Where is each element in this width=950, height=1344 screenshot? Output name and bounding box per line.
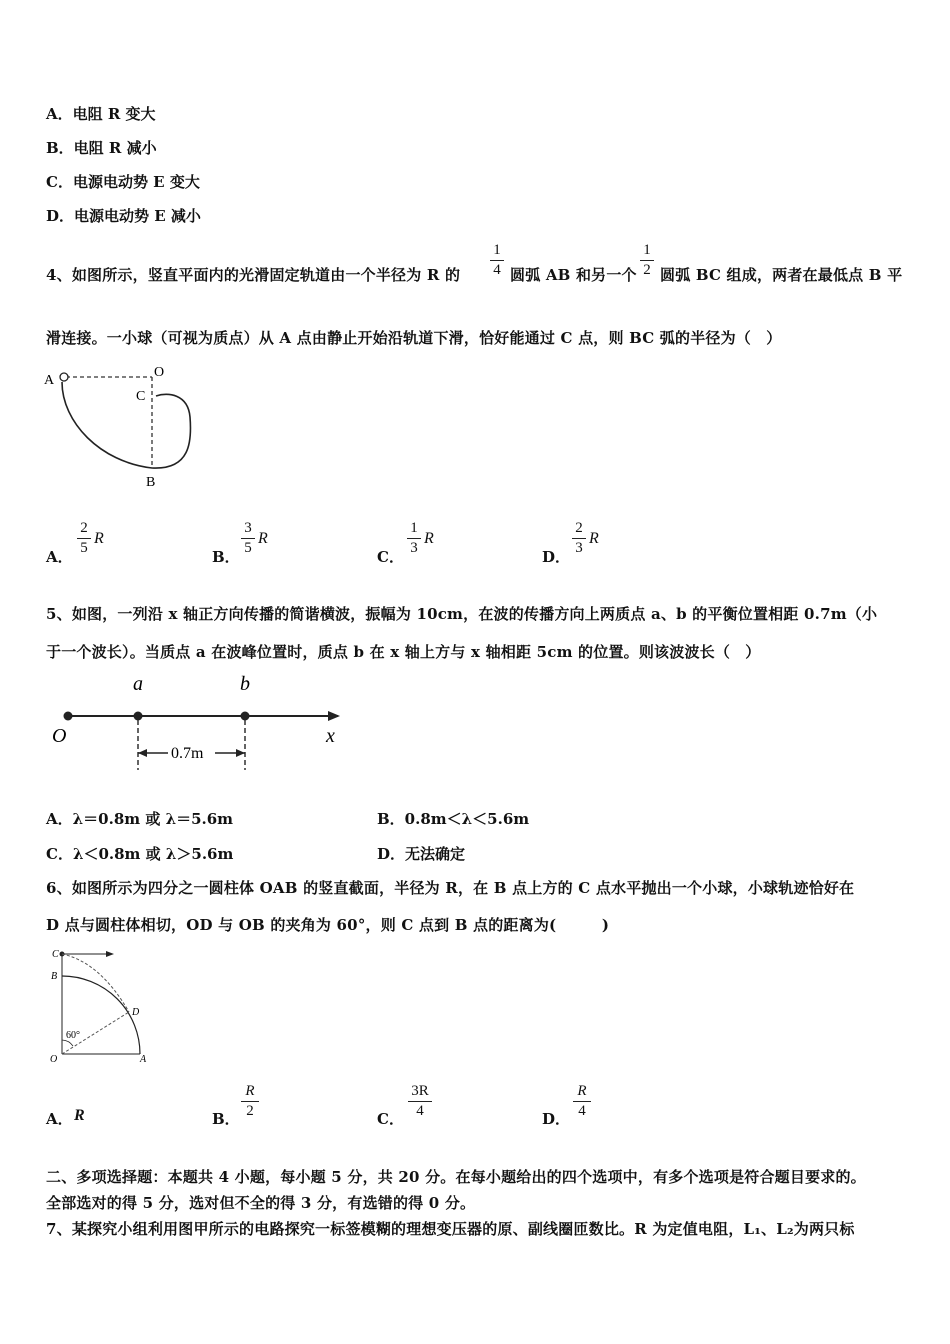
q6-throw-arrowhead bbox=[106, 951, 114, 957]
q6-label-b: B bbox=[51, 971, 58, 982]
q4-label-c: C bbox=[136, 389, 146, 404]
q4-label-b: B bbox=[146, 475, 156, 490]
q5-distance-label: 0.7m bbox=[171, 745, 204, 762]
q4-option-d-var: R bbox=[589, 530, 599, 547]
q4-option-b-frac: 3 5 bbox=[241, 520, 255, 557]
q6-option-d-label: D． bbox=[542, 1110, 571, 1128]
q4-option-c-label: C． bbox=[377, 548, 404, 566]
q4-label-o: O bbox=[154, 365, 165, 380]
q6-option-b-label: B． bbox=[212, 1110, 240, 1128]
q5-label-x: x bbox=[326, 725, 335, 747]
q4-option-b-var: R bbox=[258, 530, 268, 547]
q5-stem-line1: 5、如图，一列沿 x 轴正方向传播的简谐横波，振幅为 10cm，在波的传播方向上两质点 a、b 的平衡位置相距 0.7m（小 bbox=[46, 605, 878, 623]
q6-arc bbox=[62, 976, 140, 1054]
q3-option-a: A．电阻 R 变大 bbox=[46, 105, 156, 123]
q5-point-b bbox=[241, 712, 250, 721]
q5-stem-line2: 于一个波长）。当质点 a 在波峰位置时，质点 b 在 x 轴上方与 x 轴相距 5cm 的位置。则该波波长（ ） bbox=[46, 643, 761, 661]
q6-figure-quarter-cylinder bbox=[40, 942, 170, 1067]
q6-label-c: C bbox=[52, 949, 59, 960]
q6-option-d-frac: R 4 bbox=[573, 1083, 591, 1120]
q4-stem-part1: 4、如图所示，竖直平面内的光滑固定轨道由一个半径为 R 的 bbox=[46, 266, 461, 284]
q4-option-b-label: B． bbox=[212, 548, 240, 566]
q5-label-o: O bbox=[52, 725, 67, 747]
q5-label-b: b bbox=[240, 673, 250, 695]
q5-point-a bbox=[134, 712, 143, 721]
q3-option-d: D．电源电动势 E 减小 bbox=[46, 207, 201, 225]
q5-figure-axis bbox=[40, 670, 360, 780]
q5-origin-dot bbox=[64, 712, 73, 721]
q3-option-b: B．电阻 R 减小 bbox=[46, 139, 157, 157]
q4-option-a-frac: 2 5 bbox=[77, 520, 91, 557]
section2-heading-line2: 全部选对的得 5 分，选对但不全的得 3 分，有选错的得 0 分。 bbox=[46, 1194, 476, 1212]
q6-option-a-label: A． bbox=[46, 1110, 73, 1128]
q4-stem-part2: 圆弧 AB 和另一个 bbox=[510, 266, 637, 284]
q6-option-c-label: C． bbox=[377, 1110, 404, 1128]
q5-option-d: D．无法确定 bbox=[377, 845, 466, 863]
q4-frac-half: 1 2 bbox=[640, 242, 654, 279]
q6-label-angle: 60° bbox=[66, 1030, 80, 1041]
q3-option-c: C．电源电动势 E 变大 bbox=[46, 173, 200, 191]
q4-option-c-var: R bbox=[424, 530, 434, 547]
q6-label-d: D bbox=[132, 1007, 140, 1018]
q5-option-a: A．λ＝0.8m 或 λ＝5.6m bbox=[46, 810, 234, 828]
q6-option-b-frac: R 2 bbox=[241, 1083, 259, 1120]
q4-option-c-frac: 1 3 bbox=[407, 520, 421, 557]
section2-heading-line1: 二、多项选择题：本题共 4 小题，每小题 5 分，共 20 分。在每小题给出的四个选项中，有多个选项是符合题目要求的。 bbox=[46, 1168, 866, 1186]
q7-stem-line1: 7、某探究小组利用图甲所示的电路探究一标签模糊的理想变压器的原、副线圈匝数比。R 为定值电阻，L₁、L₂为两只标 bbox=[46, 1220, 855, 1238]
q4-label-a: A bbox=[44, 373, 55, 388]
q4-option-a-label: A． bbox=[46, 548, 73, 566]
q5-label-a: a bbox=[133, 673, 143, 695]
q6-label-o: O bbox=[50, 1054, 58, 1065]
q4-option-d-frac: 2 3 bbox=[572, 520, 586, 557]
q5-option-b: B．0.8m＜λ＜5.6m bbox=[377, 810, 530, 828]
q5-dim-arrow-left bbox=[138, 749, 147, 757]
q5-axis-arrow bbox=[328, 711, 340, 721]
q4-stem-line2: 滑连接。一小球（可视为质点）从 A 点由静止开始沿轨道下滑，恰好能通过 C 点，则 BC 弧的半径为（ ） bbox=[46, 329, 782, 347]
q5-option-c: C．λ＜0.8m 或 λ＞5.6m bbox=[46, 845, 234, 863]
q5-dim-arrow-right bbox=[236, 749, 245, 757]
q4-track-curve bbox=[62, 382, 191, 468]
q4-ball bbox=[60, 373, 68, 381]
q6-stem-line2: D 点与圆柱体相切，OD 与 OB 的夹角为 60°，则 C 点到 B 点的距离为( ) bbox=[46, 916, 610, 934]
q4-option-a-var: R bbox=[94, 530, 104, 547]
q4-figure-track bbox=[40, 362, 210, 492]
q6-option-a-value: R bbox=[74, 1107, 85, 1124]
q4-stem-part3: 圆弧 BC 组成，两者在最低点 B 平 bbox=[660, 266, 903, 284]
q4-frac-quarter: 1 4 bbox=[490, 242, 504, 279]
q4-option-d-label: D． bbox=[542, 548, 571, 566]
q6-option-c-frac: 3R 4 bbox=[408, 1083, 432, 1120]
q6-stem-line1: 6、如图所示为四分之一圆柱体 OAB 的竖直截面，半径为 R，在 B 点上方的 C 点水平抛出一个小球，小球轨迹恰好在 bbox=[46, 879, 855, 897]
q6-label-a: A bbox=[140, 1054, 147, 1065]
